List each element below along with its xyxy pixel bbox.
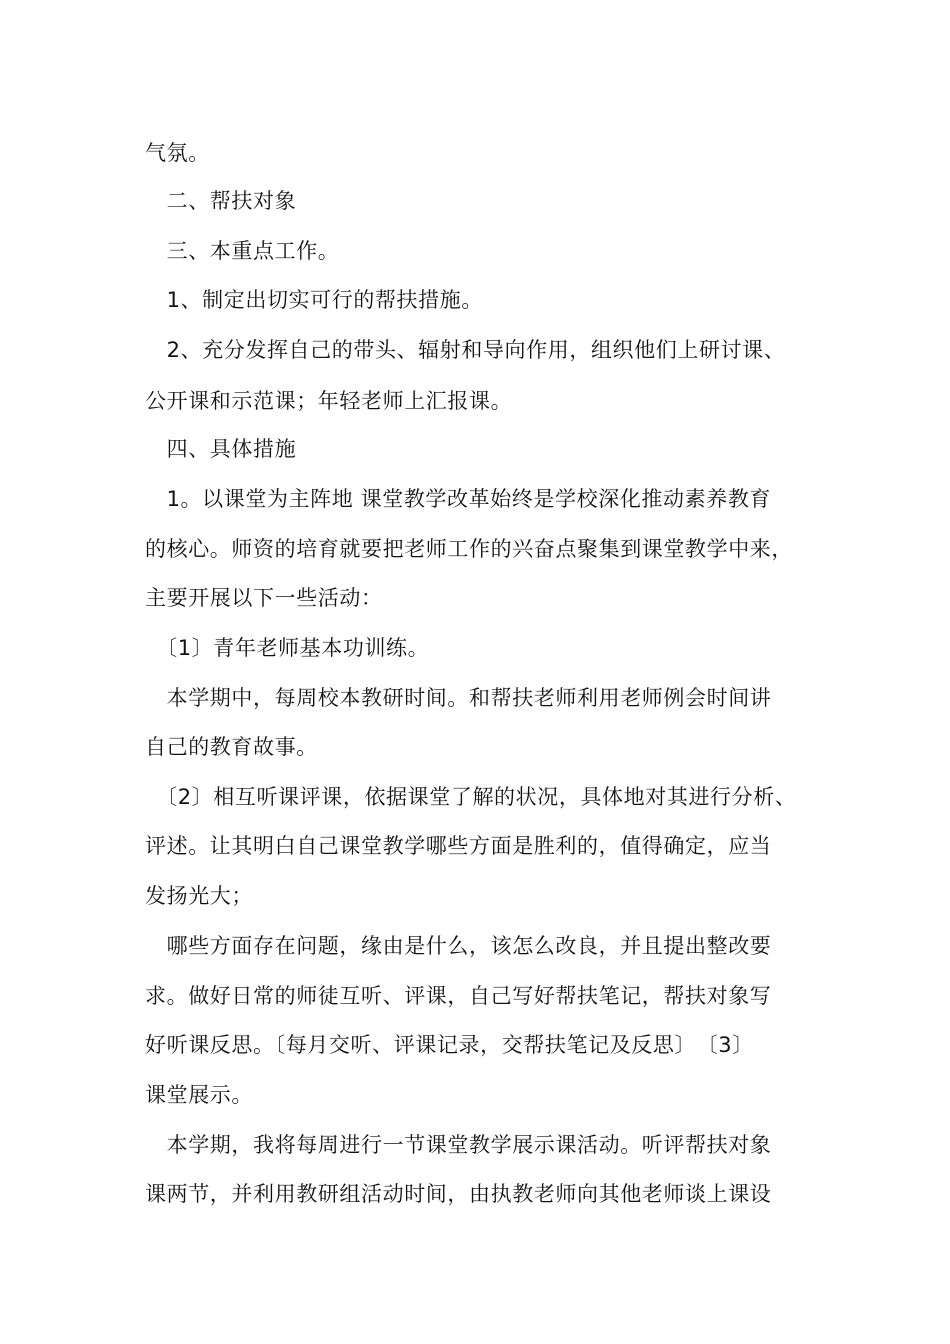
text-line: 课两节，并利用教研组活动时间，由执教老师向其他老师谈上课设 xyxy=(145,1182,772,1206)
text-line: 本学期，我将每周进行一节课堂教学展示课活动。听评帮扶对象 xyxy=(145,1133,772,1157)
text-line: 哪些方面存在问题，缘由是什么，该怎么改良，并且提出整改要 xyxy=(145,934,772,958)
text-line: 二、帮扶对象 xyxy=(145,189,297,213)
text-line: 课堂展示。 xyxy=(145,1083,253,1107)
text-line: 好听课反思。〔每月交听、评课记录，交帮扶笔记及反思〕 〔3〕 xyxy=(145,1033,754,1057)
text-line: 的核心。师资的培育就要把老师工作的兴奋点聚集到课堂教学中来， xyxy=(145,537,793,561)
text-line: 自己的教育故事。 xyxy=(145,735,318,759)
text-line: 2、充分发挥自己的带头、辐射和导向作用，组织他们上研讨课、 xyxy=(145,338,786,362)
text-line: 气氛。 xyxy=(145,141,210,165)
text-line: 评述。让其明白自己课堂教学哪些方面是胜利的，值得确定，应当 xyxy=(145,834,772,858)
text-line: 本学期中，每周校本教研时间。和帮扶老师利用老师例会时间讲 xyxy=(145,686,772,710)
text-line: 1。以课堂为主阵地 课堂教学改革始终是学校深化推动素养教育 xyxy=(145,487,772,511)
text-line: 〔2〕相互听课评课，依据课堂了解的状况，具体地对其进行分析、 xyxy=(145,785,797,809)
text-line: 发扬光大； xyxy=(145,884,253,908)
text-line: 公开课和示范课；年轻老师上汇报课。 xyxy=(145,389,513,413)
text-line: 三、本重点工作。 xyxy=(145,239,340,263)
text-line: 四、具体措施 xyxy=(145,437,297,461)
text-line: 1、制定出切实可行的帮扶措施。 xyxy=(145,288,483,312)
text-line: 主要开展以下一些活动： xyxy=(145,586,383,610)
text-line: 求。做好日常的师徒互听、评课，自己写好帮扶笔记，帮扶对象写 xyxy=(145,984,772,1008)
text-line: 〔1〕青年老师基本功训练。 xyxy=(145,636,430,660)
